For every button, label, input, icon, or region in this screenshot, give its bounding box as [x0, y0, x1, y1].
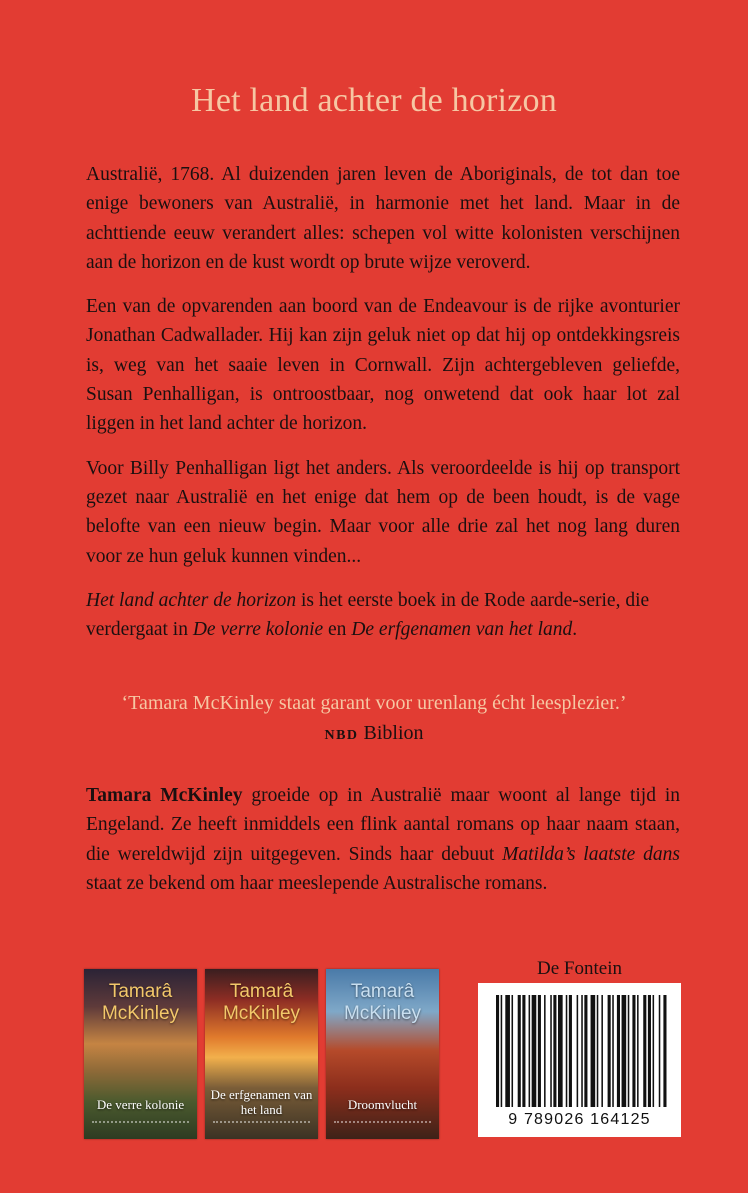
barcode-bar — [612, 995, 614, 1107]
publisher-name: De Fontein — [537, 958, 622, 979]
barcode-bar — [617, 995, 620, 1107]
cover-author: Tamarâ McKinley — [101, 981, 180, 1024]
series-book-1: Het land achter de horizon — [86, 589, 297, 611]
blurb-p4-and: en — [323, 619, 352, 641]
barcode-bar — [591, 995, 596, 1107]
barcode-bar — [601, 995, 603, 1107]
cover-tagline — [334, 1121, 431, 1135]
book-cover-1 — [84, 969, 197, 1139]
barcode-bar — [518, 995, 521, 1107]
barcode-bar — [558, 995, 563, 1107]
blurb-paragraph-2: Een van de opvarenden aan boord van de Endeavour is de rijke avonturier Jonathan Cadwallader. Hij kan zijn geluk niet op dat hij op ontdekkingsreis is, weg van het saaie leven in Cornwall. Zijn achtergebleven geliefde, Susan Penhalligan, is ontroostbaar, nog onwetend dat ook haar lot zal liggen in het land achter de horizon. — [86, 296, 680, 435]
quote-text: ‘Tamara McKinley staat garant voor urenlang écht leesplezier.’ — [121, 692, 627, 714]
barcode-bar — [628, 995, 630, 1107]
barcode-bar — [584, 995, 587, 1107]
barcode-bar — [643, 995, 646, 1107]
barcode-bar — [569, 995, 572, 1107]
barcode-bar — [529, 995, 531, 1107]
barcode-bar — [544, 995, 546, 1107]
author-name: Tamara McKinley — [86, 785, 243, 806]
barcode-bar — [637, 995, 639, 1107]
blurb — [86, 160, 680, 659]
review-quote — [0, 688, 748, 751]
barcode — [478, 983, 681, 1137]
blurb-p4-end: . — [572, 619, 578, 641]
barcode-bar — [496, 995, 499, 1107]
barcode-bar — [608, 995, 611, 1107]
cover-title: De erfgenamen van het land — [210, 1087, 313, 1117]
barcode-bar — [597, 995, 599, 1107]
bio-text-1: groeide op in Australië maar woont al lange tijd in Engeland. Ze heeft inmiddels een flink aantal romans op haar naam staan, die wereldwijd zijn uitgegeven. Sinds haar debuut — [86, 785, 681, 865]
book-title: Het land achter de horizon — [191, 82, 557, 119]
barcode-bar — [659, 995, 661, 1107]
barcode-bar — [577, 995, 579, 1107]
barcode-bar — [501, 995, 503, 1107]
cover-title: De verre kolonie — [96, 1097, 185, 1112]
book-cover-3 — [326, 969, 439, 1139]
blurb-paragraph-4 — [86, 586, 680, 645]
barcode-bar — [632, 995, 635, 1107]
quote-source-name: Biblion — [358, 722, 424, 744]
cover-author: Tamarâ McKinley — [343, 981, 422, 1024]
barcode-bar — [581, 995, 583, 1107]
cover-author: Tamarâ McKinley — [222, 981, 301, 1024]
barcode-bar — [663, 995, 666, 1107]
barcode-bar — [622, 995, 627, 1107]
barcode-bar — [550, 995, 552, 1107]
barcode-bar — [512, 995, 514, 1107]
series-book-2: De verre kolonie — [192, 619, 324, 641]
barcode-bar — [532, 995, 537, 1107]
author-bio — [86, 781, 680, 898]
barcode-bar — [553, 995, 556, 1107]
barcode-bar — [505, 995, 510, 1107]
blurb-paragraph-3: Voor Billy Penhalligan ligt het anders. Als veroordeelde is hij op transport gezet naar Australië en het enige dat hem op de been houdt, is de vage belofte van een nieuw begin. Maar voor alle drie zal het nog lang duren voor ze hun geluk kunnen vinden... — [86, 457, 680, 567]
barcode-bar — [566, 995, 568, 1107]
bio-text-2: staat ze bekend om haar meeslepende Australische romans. — [86, 872, 548, 894]
cover-tagline — [213, 1121, 310, 1135]
quote-source-prefix: NBD — [324, 728, 359, 743]
cover-tagline — [92, 1121, 189, 1135]
barcode-bar — [648, 995, 651, 1107]
barcode-bar — [653, 995, 655, 1107]
blurb-p4-text: is het eerste boek in de Rode aarde-serie, die verdergaat in — [86, 589, 650, 641]
barcode-bar — [522, 995, 525, 1107]
book-cover-2 — [205, 969, 318, 1139]
series-book-3: De erfgenamen van het land — [351, 619, 573, 641]
debut-title: Matilda’s laatste dans — [502, 843, 680, 865]
blurb-paragraph-1: Australië, 1768. Al duizenden jaren leven de Aboriginals, de tot dan toe enige bewoners van Australië, in harmonie met het land. Maar in de achttiende eeuw verandert alles: schepen vol witte kolonisten verschijnen aan de horizon en de kust wordt op brute wijze veroverd. — [86, 164, 680, 273]
cover-title: Droomvlucht — [347, 1097, 418, 1112]
quote-source — [0, 718, 748, 751]
isbn-number: 9 789026 164125 — [508, 1111, 651, 1128]
barcode-bar — [538, 995, 541, 1107]
